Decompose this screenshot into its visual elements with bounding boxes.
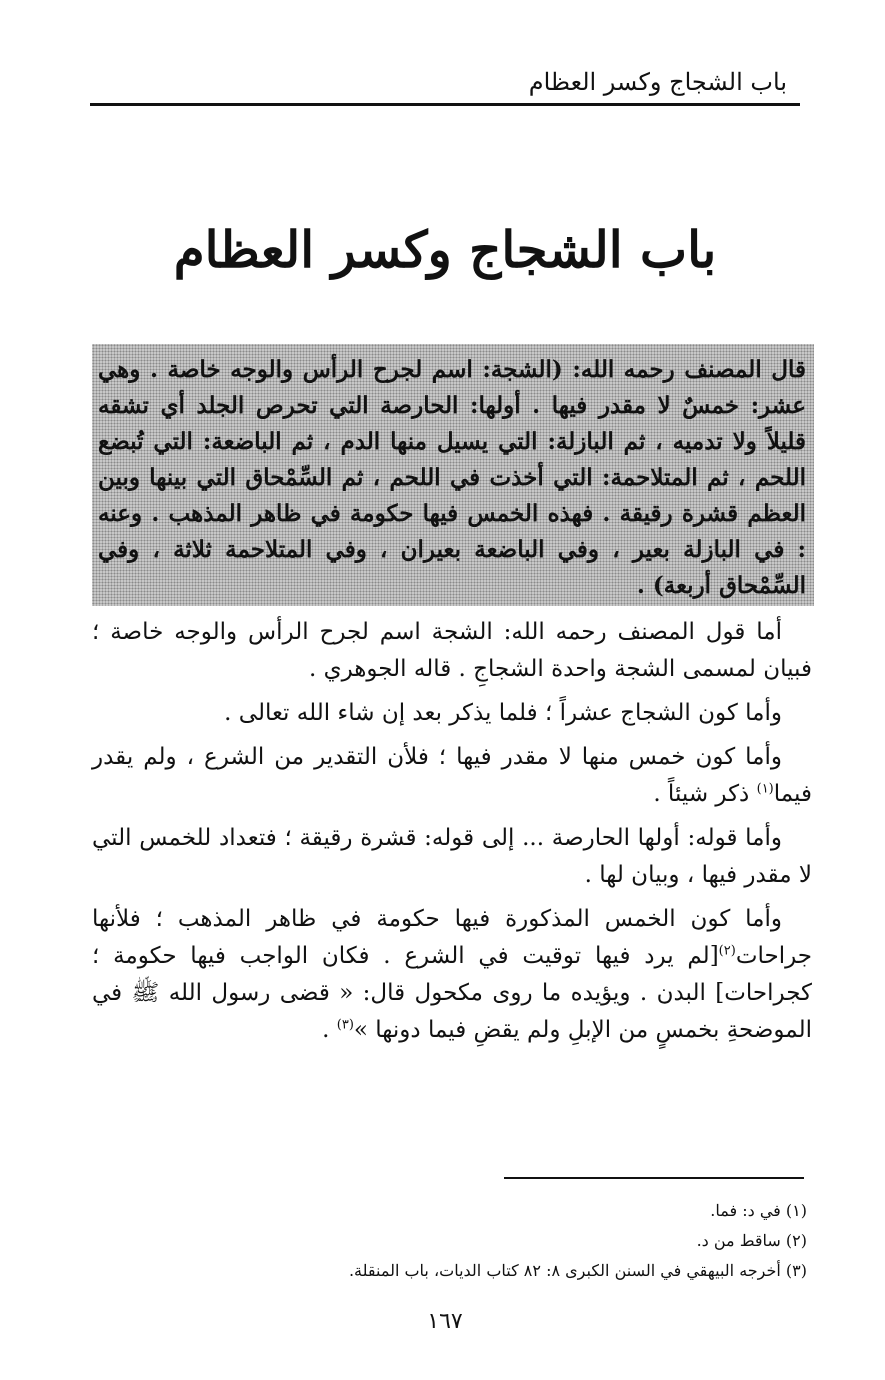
paragraph-3 [92,739,812,813]
paragraph-4 [92,820,812,894]
footnotes [87,1196,807,1286]
footnote-ref-1[interactable]: (١) [756,781,774,797]
footnote-ref-3[interactable]: (٣) [336,1017,354,1033]
running-head: باب الشجاج وكسر العظام [528,68,787,96]
footnote-2: (٢) ساقط من د. [696,1231,807,1250]
page-number: ١٦٧ [427,1309,463,1334]
paragraph-2 [92,695,812,732]
paragraph-text-end: . [322,1017,337,1043]
paragraph-text-cont: [لم يرد فيها توقيت في الشرع . فكان الواجب فيها حكومة ؛ كجراحات] البدن . ويؤيده ما روى مكحول قال: « قضى رسول الله ﷺ في الموضحةِ بخمسٍ من الإبلِ ولم يقضِ فيما دونها » [92,943,812,1043]
chapter-title: باب الشجاج وكسر العظام [173,220,717,279]
header-rule [90,103,800,106]
paragraph-text: أما قول المصنف رحمه الله: الشجة اسم لجرح الرأس والوجه خاصة ؛ فبيان لمسمى الشجة واحدة الشجاجِ . قاله الجوهري . [92,619,812,682]
paragraph-text: وأما قوله: أولها الحارصة ... إلى قوله: قشرة رقيقة ؛ فتعداد للخمس التي لا مقدر فيها ، وبيان لها . [92,825,812,888]
paragraph-1 [92,614,812,688]
footnote-rule [504,1177,804,1179]
matn-shaded-passage: قال المصنف رحمه الله: (الشجة: اسم لجرح الرأس والوجه خاصة . وهي عشر: خمسٌ لا مقدر فيها . أولها: الحارصة التي تحرص الجلد أي تشقه قليلاً ولا تدميه ، ثم البازلة: التي يسيل منها الدم ، ثم الباضعة: التي تُبضع اللحم ، ثم المتلاحمة: التي أخذت في اللحم ، ثم السِّمْحاق التي بينها وبين العظم قشرة رقيقة . فهذه الخمس فيها حكومة في ظاهر المذهب . وعنه : في البازلة بعير ، وفي الباضعة بعيران ، وفي المتلاحمة ثلاثة ، وفي السِّمْحاق أربعة) . [92,344,814,606]
paragraph-text: وأما كون الشجاج عشراً ؛ فلما يذكر بعد إن شاء الله تعالى . [224,700,782,726]
footnote-1: (١) في د: فما. [710,1201,807,1220]
commentary-body [92,614,812,1056]
paragraph-5 [92,901,812,1049]
paragraph-text-cont: ذكر شيئاً . [653,781,757,807]
paragraph-text: وأما كون خمس منها لا مقدر فيها ؛ فلأن التقدير من الشرع ، ولم يقدر فيما [92,744,812,807]
paragraph-text: وأما كون الخمس المذكورة فيها حكومة في ظاهر المذهب ؛ فلأنها جراحات [92,906,812,969]
footnote-3: (٣) أخرجه البيهقي في السنن الكبرى ٨: ٨٢ كتاب الديات، باب المنقلة. [348,1261,807,1280]
footnote-ref-2[interactable]: (٢) [718,943,736,959]
